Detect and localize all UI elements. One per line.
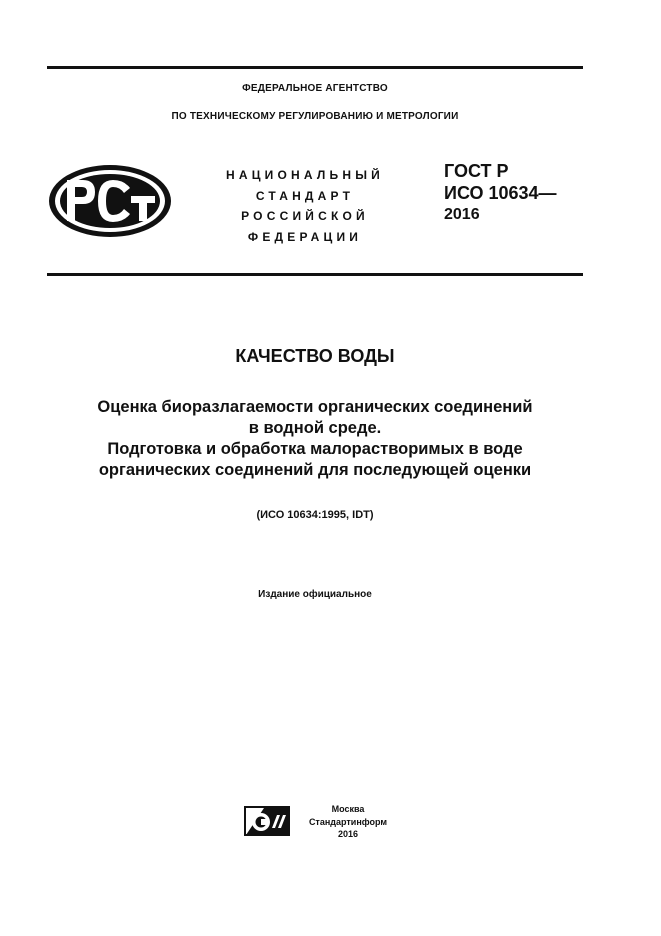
subtitle-line2: в водной среде. (248, 419, 382, 437)
subtitle-line1: Оценка биоразлагаемости органических соединений (97, 398, 533, 416)
designation-line1: ГОСТ Р (444, 161, 509, 181)
standartinform-logo-icon (244, 806, 290, 836)
publisher-name: Стандартинформ (308, 816, 388, 827)
national-line3: РОССИЙСКОЙ (241, 209, 369, 223)
iso-reference: (ИСО 10634:1995, IDT) (256, 509, 374, 521)
standard-designation (444, 160, 604, 226)
edition-label: Издание официальное (258, 589, 372, 600)
publisher-year: 2016 (337, 829, 359, 839)
document-subtitle (47, 397, 583, 481)
designation-line2: ИСО 10634— (444, 183, 557, 203)
top-rule (47, 66, 583, 69)
national-line1: НАЦИОНАЛЬНЫЙ (225, 168, 385, 182)
publisher-city: Москва (331, 804, 365, 814)
national-standard-heading (205, 165, 405, 247)
gost-r-mark-icon (47, 163, 173, 239)
national-line4: ФЕДЕРАЦИИ (247, 229, 363, 244)
national-line2: СТАНДАРТ (255, 188, 355, 203)
publisher-block (308, 803, 388, 841)
middle-rule (47, 273, 583, 276)
agency-name-line2: ПО ТЕХНИЧЕСКОМУ РЕГУЛИРОВАНИЮ И МЕТРОЛОГИИ (171, 111, 459, 122)
designation-year: 2016 (444, 206, 480, 223)
subtitle-line4: органических соединений для последующей оценки (98, 461, 532, 479)
subtitle-line3: Подготовка и обработка малорастворимых в воде (107, 440, 523, 458)
document-title: КАЧЕСТВО ВОДЫ (235, 346, 395, 366)
agency-name-line1: ФЕДЕРАЛЬНОЕ АГЕНТСТВО (242, 83, 388, 94)
